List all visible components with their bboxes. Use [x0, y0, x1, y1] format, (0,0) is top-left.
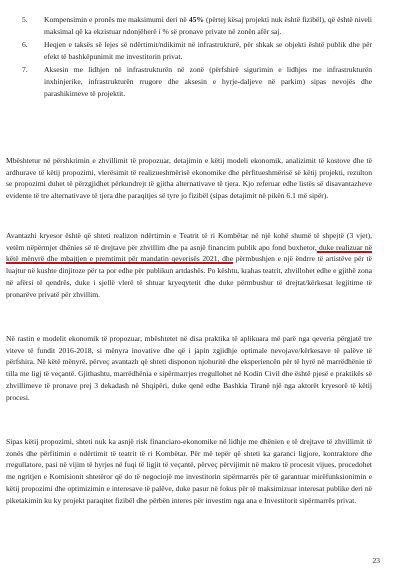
- list-number: 5.: [22, 15, 28, 24]
- paragraph-text: Avantazhi kryesor është që shteti realizon ndërtimin e Teatrit të ri Kombëtar në një kohë shumë të shpejtë (3 vjet), vetëm nëpërmjet dhënies së të drejtave për zhvillim dhe pa asnjë financim publik apo fond buxhetor,: [6, 231, 372, 252]
- list-text-part: (përtej kësaj projekti nuk është fizibël), që është niveli maksimal që ka ekzistuar ndonjëherë i % së pronave private në zonën afër saj.: [44, 15, 372, 36]
- page-number: 23: [372, 556, 380, 565]
- list-text-bold: 45%: [188, 15, 204, 24]
- list-number: 7.: [22, 65, 28, 75]
- underlined-text: duke realizuar në këtë mënyrë dhe mbajtjen e premtimit për mandatin qeverisës 2021, dhe: [6, 242, 372, 264]
- numbered-list: [22, 14, 372, 101]
- list-text: Heqjen e taksës së lejes së ndërtimit/ndikimit në infrastrukturë, për shkak se objekti është publik dhe për efekt të bashkëpunimit me investitorin privat.: [44, 40, 372, 61]
- list-item: [22, 39, 372, 62]
- list-number: 6.: [22, 40, 28, 50]
- list-item: [22, 64, 372, 99]
- paragraph-risk: Sipas këtij propozimi, shteti nuk ka asnjë risk financiaro-ekonomike në lidhje me dhënien e të drejtave të zhvillimit të zonës dhe përfitimin e ndërtimit të teatrit të ri Kombëtar. Për më tepër që shteti ka garanci ligjore, kontraktore dhe rregullatore, pasi në vijim të hyrjes në fuqi të ligjit të veçantë, përveç përvijimit në makro të procesit vijues, procedohet me ngritjen e Komisionit shtetëror që do të negociojë me investitorin sipërmarrës për të garantuar mirëfunksionimin e këtij propozimi dhe optimizimin e interesave të palëve, duke pasur në fokus për të maksimizuar interesat publike deri në piketakimin ku ky projekt paraqitet fizibël dhe përbën interes për investim nga ana e Investitorit sipërmarrës privat.: [6, 437, 372, 505]
- paragraph-conclusion: Mbështetur në përshkrimin e zhvillimit të propozuar, detajimin e këtij modeli ekonomik, analizimit të kostove dhe të ardhurave të këtij propozimi, vlerësimit të realizueshmërisë ekonomike dhe përfitueshmërisë së këtij projekti, rezulton se propozimi duhet të përzgjidhet përkundrejt të gjitha alternativave të tjera. Kjo referuar edhe listës së disavantazheve evidente të tre alternativave të tjera dhe paraqitjes së tyre jo fizibël (sipas detajimit në pikën 6.1 më sipër).: [6, 156, 372, 201]
- paragraph-text: përmbushjen e një ëndrre të artistëve për të luajtur në kushte dinjitoze për ta por edhe për publikun artdashës. Po kështu, krahas teatrit, zhvillohet edhe e gjithë zona në afërsi të qendrës, duke i sjellë vlerë të shtuar kryeqytetit dhe duke përmbushur të drejtat/kërkesat legjitime të pronarëve privatë për zhvillim.: [6, 254, 372, 299]
- list-text: Aksesin me lidhjen në infrastrukturën në zonë (përfshirë sigurimin e lidhjes me infrastrukturën inxhinjerike, infrastrukturën rrugore dhe aksesin e hyrje-daljeve në parkim) sipas nevojës dhe parashikimeve të projektit.: [44, 65, 372, 98]
- paragraph-economic-model: Në rastin e modelit ekonomik të propozuar, mbështetet në disa praktika të aplikuara më parë nga qeveria përgjatë tre viteve të fundit 2016-2018, si mënyra inovative dhe që i japin zgjidhje optimale nevojave/kërkesave të palëve të përfshira. Në këtë mënyrë, përveç avantazh që shteti disponon njohuritë dhe eksperiencën për të hyrë në marrëdhënie të tilla me ligj të veçantë. Gjithashtu, marrëdhënia e sipërmarrjes rregullohet në Kodin Civil dhe është pjesë e praktikës së zhvillimeve të pronave prej 3 dekadash në Shqipëri, duke qenë edhe Bashkia Tiranë një nga aktorët kryesorë të këtij procesi.: [6, 334, 372, 402]
- list-item: [22, 14, 372, 37]
- list-text-part: Kompensimin e pronës me maksimumi deri në: [44, 15, 189, 24]
- paragraph-main-advantage: [6, 230, 372, 300]
- list-text: [44, 14, 372, 37]
